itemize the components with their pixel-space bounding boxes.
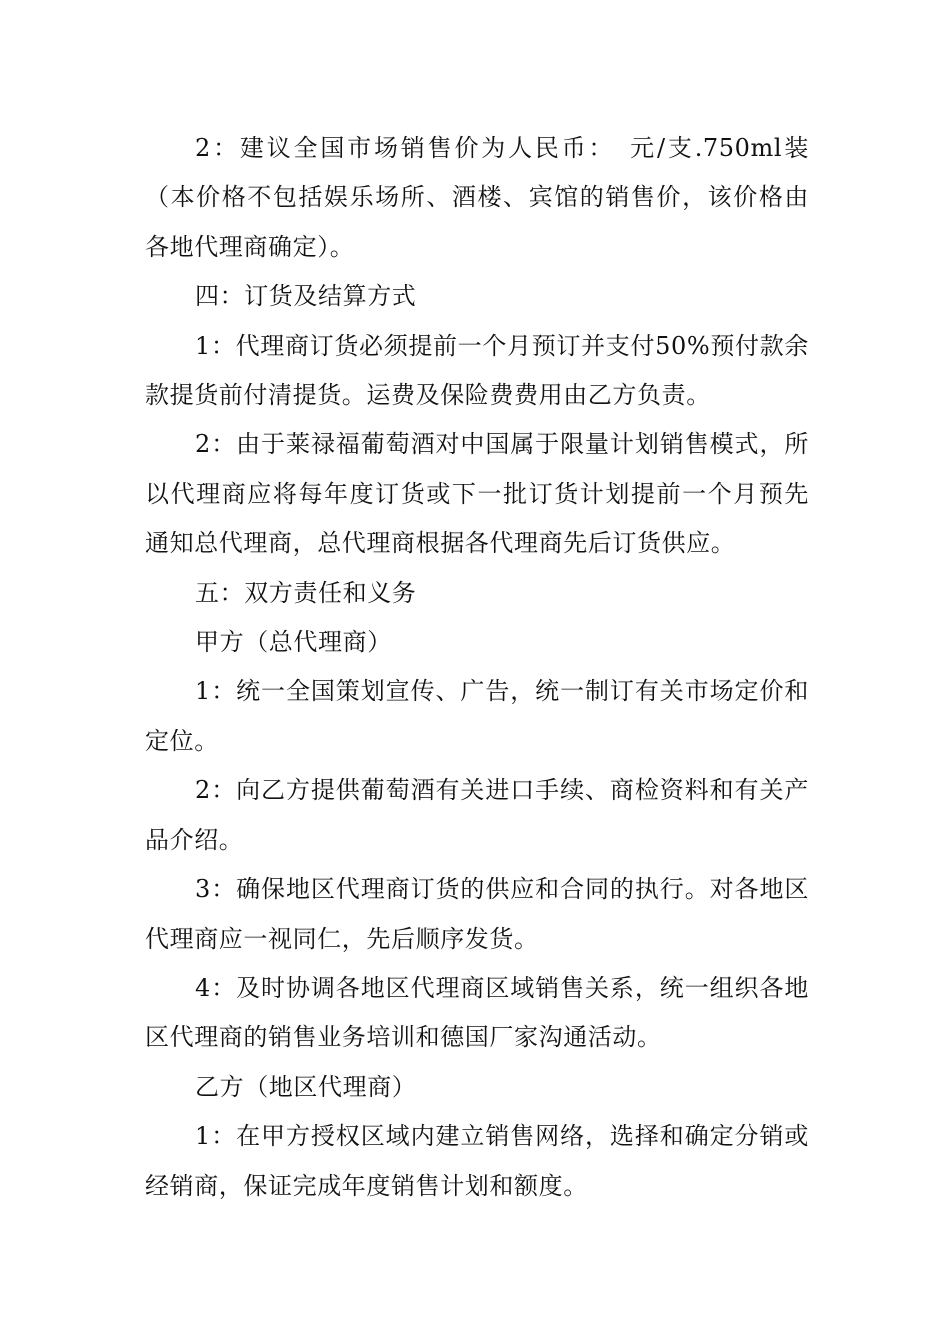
document-body <box>145 124 809 1211</box>
party-a-clause-1: 1：统一全国策划宣传、广告，统一制订有关市场定价和定位。 <box>145 677 809 755</box>
party-a-clause-4: 4：及时协调各地区代理商区域销售关系，统一组织各地区代理商的销售业务培训和德国厂家沟通活动。 <box>145 973 809 1052</box>
party-b-clause-1: 1：在甲方授权区域内建立销售网络，选择和确定分销或经销商，保证完成年度销售计划和额度。 <box>145 1122 809 1200</box>
party-a-clause-3: 3：确保地区代理商订货的供应和合同的执行。对各地区代理商应一视同仁，先后顺序发货。 <box>145 875 809 953</box>
price-suggestion-paragraph: 2：建议全国市场销售价为人民币： 元/支.750ml装（本价格不包括娱乐场所、酒楼、宾馆的销售价，该价格由各地代理商确定）。 <box>145 134 809 261</box>
ordering-clause-1: 1：代理商订货必须提前一个月预订并支付50%预付款余款提货前付清提货。运费及保险费费用由乙方负责。 <box>145 331 809 410</box>
party-a-heading: 甲方（总代理商） <box>195 628 392 657</box>
section-heading-ordering-settlement: 四：订货及结算方式 <box>195 282 417 311</box>
party-b-heading: 乙方（地区代理商） <box>195 1072 417 1101</box>
ordering-clause-2: 2：由于莱禄福葡萄酒对中国属于限量计划销售模式，所以代理商应将每年度订货或下一批订货计划提前一个月预先通知总代理商，总代理商根据各代理商先后订货供应。 <box>145 430 809 558</box>
party-a-clause-2: 2：向乙方提供葡萄酒有关进口手续、商检资料和有关产品介绍。 <box>145 776 809 854</box>
section-heading-responsibilities: 五：双方责任和义务 <box>195 578 417 607</box>
